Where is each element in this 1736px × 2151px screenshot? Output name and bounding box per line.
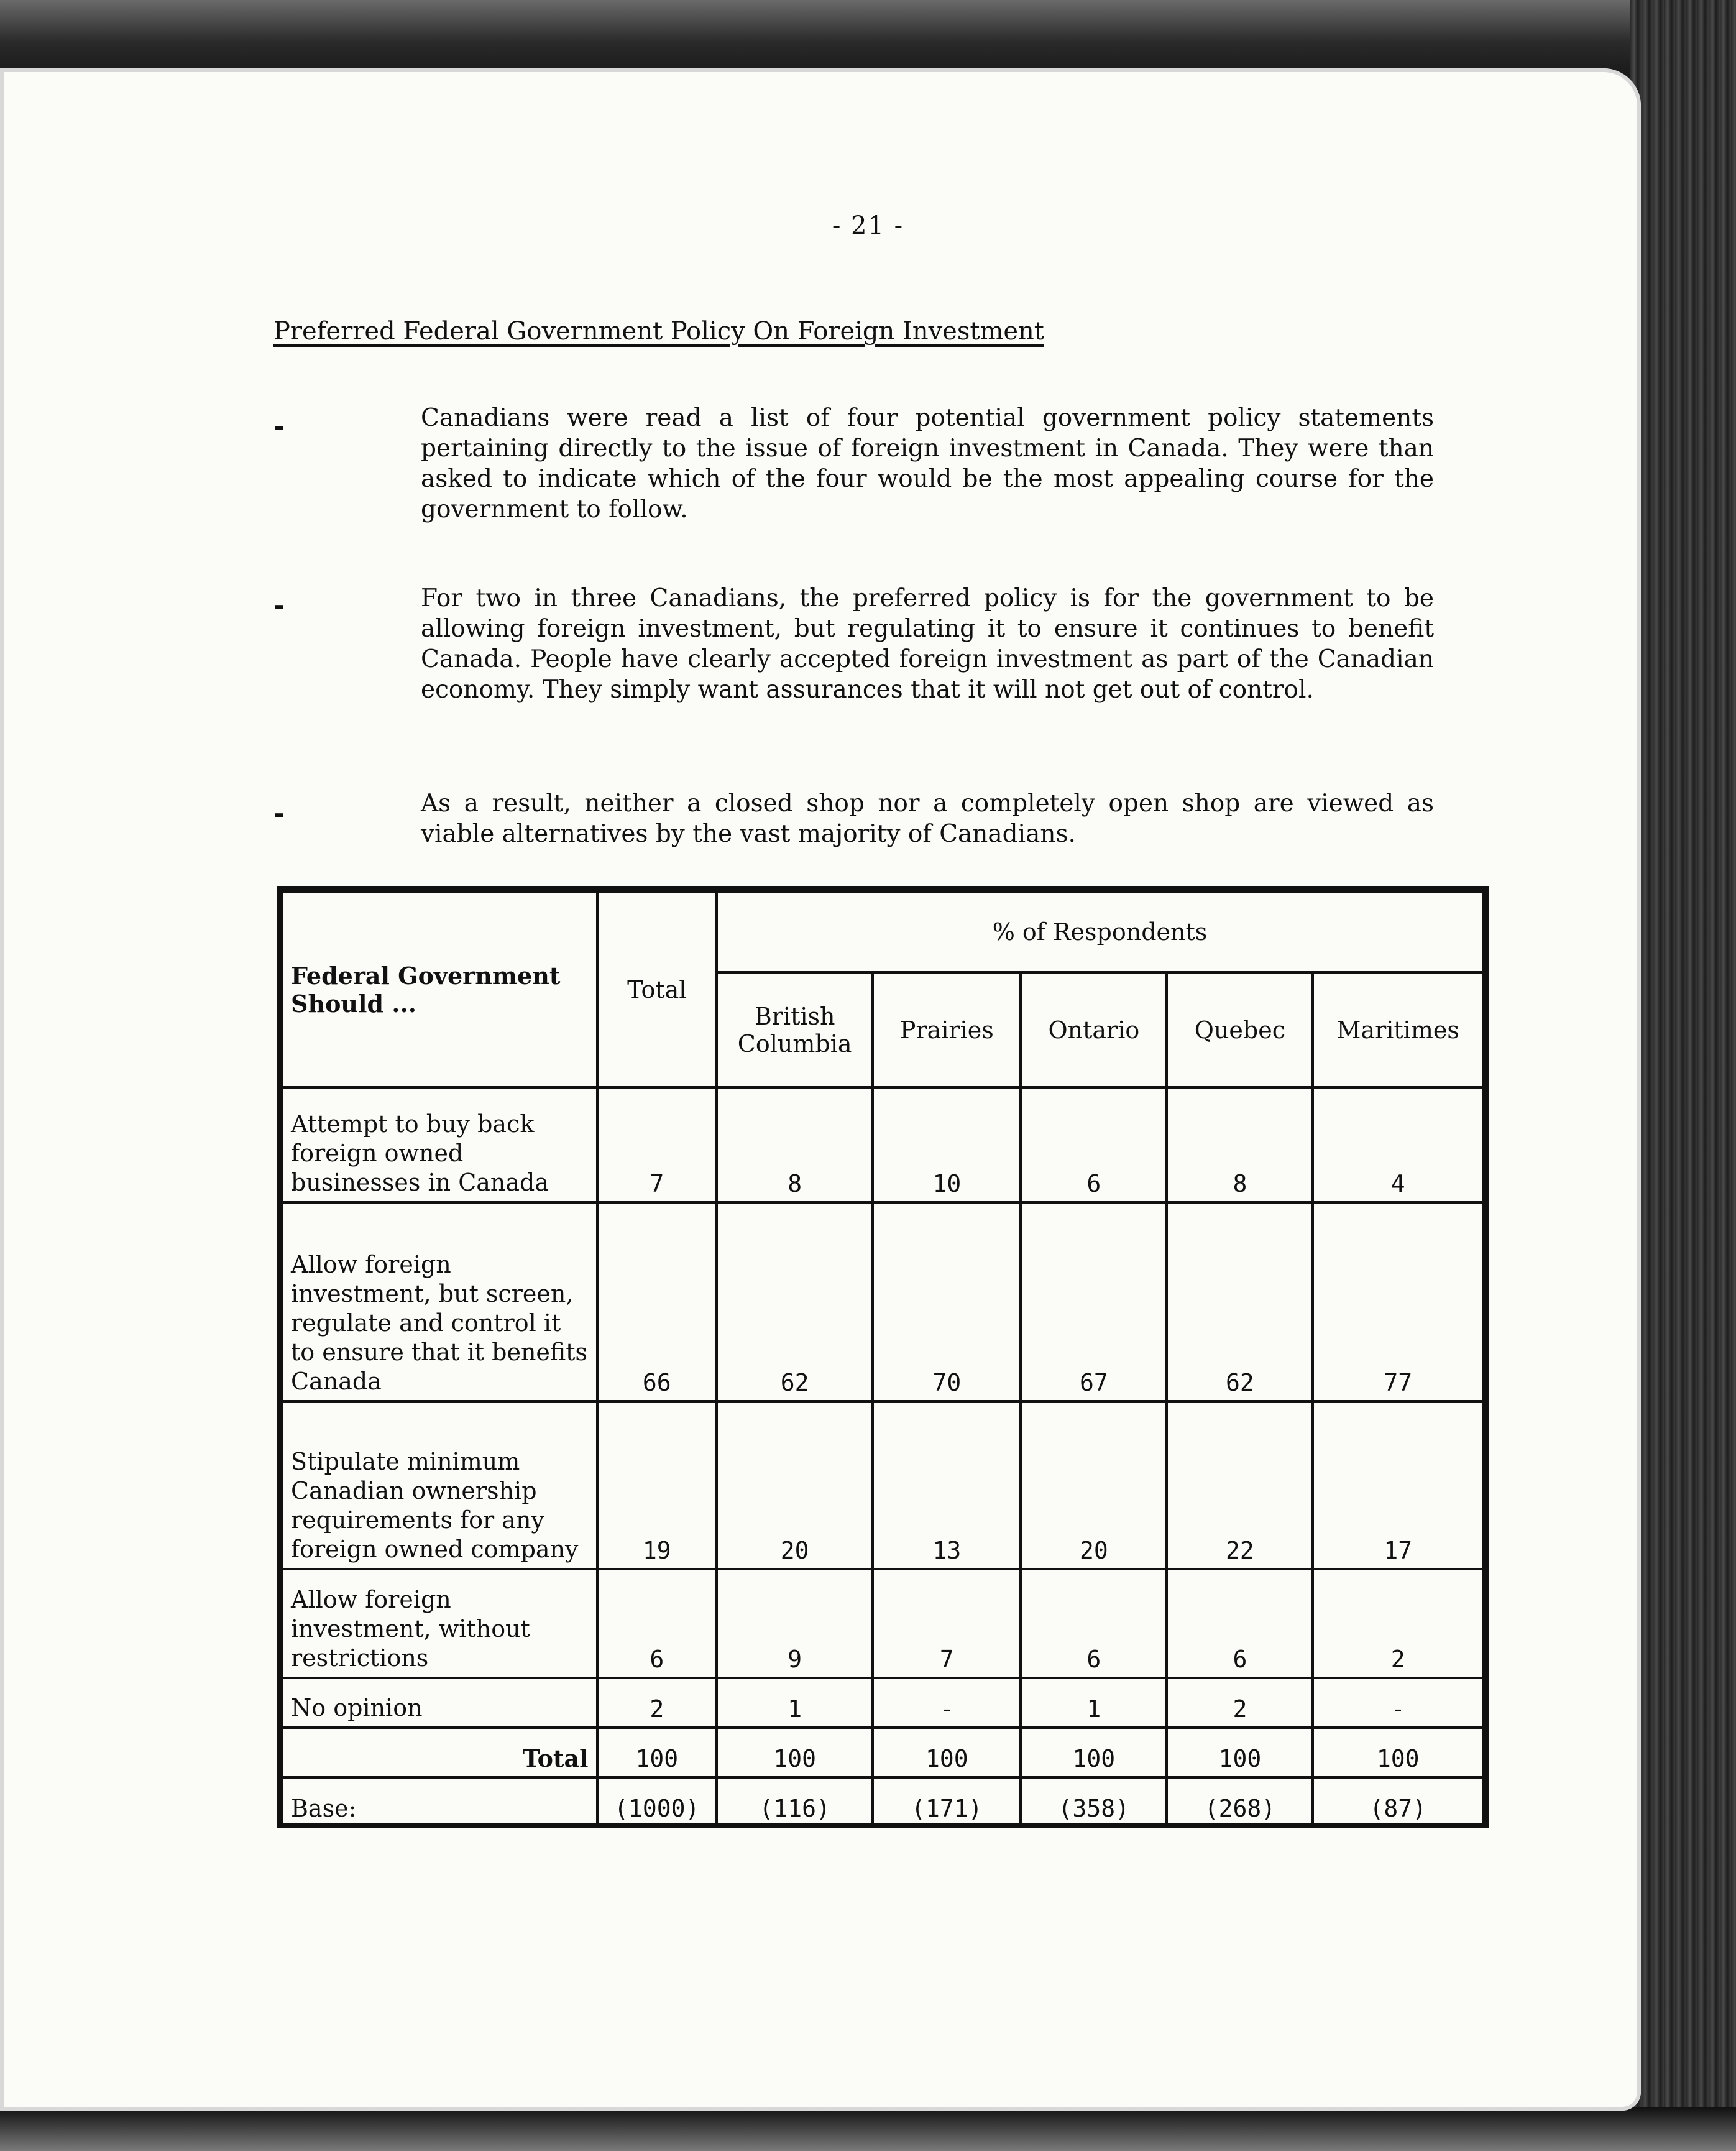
scan-frame-bottom [0, 2107, 1736, 2151]
row-label: Attempt to buy back foreign owned businesses in Canada [282, 1087, 597, 1202]
cell-value: - [873, 1678, 1021, 1728]
base-row-label: Base: [282, 1777, 597, 1827]
base-row [282, 1777, 1483, 1827]
base-value: (87) [1313, 1777, 1483, 1827]
cell-value: 10 [873, 1087, 1021, 1202]
cell-value: 1 [717, 1678, 873, 1728]
cell-value: 66 [597, 1202, 717, 1401]
cell-value: 2 [597, 1678, 717, 1728]
cell-value: 13 [873, 1401, 1021, 1569]
cell-value: 70 [873, 1202, 1021, 1401]
bullet-2: - [273, 589, 285, 621]
total-value: 100 [597, 1728, 717, 1777]
cell-value: 1 [1021, 1678, 1167, 1728]
table-row [282, 1202, 1483, 1401]
cell-value: 77 [1313, 1202, 1483, 1401]
region-header: British Columbia [717, 972, 873, 1087]
region-header: Quebec [1167, 972, 1313, 1087]
total-value: 100 [1313, 1728, 1483, 1777]
table-row [282, 1678, 1483, 1728]
total-value: 100 [1167, 1728, 1313, 1777]
cell-value: 2 [1167, 1678, 1313, 1728]
cell-value: 7 [597, 1087, 717, 1202]
cell-value: 6 [597, 1569, 717, 1678]
page-number: - 21 - [832, 211, 904, 240]
base-value: (358) [1021, 1777, 1167, 1827]
cell-value: 4 [1313, 1087, 1483, 1202]
row-label: No opinion [282, 1678, 597, 1728]
cell-value: 8 [717, 1087, 873, 1202]
table-row [282, 1569, 1483, 1678]
total-value: 100 [873, 1728, 1021, 1777]
cell-value: 67 [1021, 1202, 1167, 1401]
cell-value: 7 [873, 1569, 1021, 1678]
row-label: Stipulate minimum Canadian ownership requirements for any foreign owned company [282, 1401, 597, 1569]
section-title: Preferred Federal Government Policy On Foreign Investment [273, 317, 1044, 346]
total-value: 100 [717, 1728, 873, 1777]
cell-value: 20 [1021, 1401, 1167, 1569]
cell-value: 8 [1167, 1087, 1313, 1202]
total-row [282, 1728, 1483, 1777]
row-label: Allow foreign investment, but screen, regulate and control it to ensure that it benefits Canada [282, 1202, 597, 1401]
cell-value: 22 [1167, 1401, 1313, 1569]
scan-frame-right [1630, 0, 1736, 2151]
cell-value: 6 [1021, 1569, 1167, 1678]
base-value: (268) [1167, 1777, 1313, 1827]
cell-value: 6 [1167, 1569, 1313, 1678]
total-row-label: Total [282, 1728, 597, 1777]
results-table [277, 886, 1489, 1828]
cell-value: 19 [597, 1401, 717, 1569]
cell-value: 62 [717, 1202, 873, 1401]
region-header: Ontario [1021, 972, 1167, 1087]
row-header: Federal Government Should ... [282, 891, 597, 1087]
cell-value: 6 [1021, 1087, 1167, 1202]
cell-value: 62 [1167, 1202, 1313, 1401]
base-value: (116) [717, 1777, 873, 1827]
table-row [282, 1401, 1483, 1569]
base-value: (171) [873, 1777, 1021, 1827]
region-header: Prairies [873, 972, 1021, 1087]
cell-value: 20 [717, 1401, 873, 1569]
table-row [282, 1087, 1483, 1202]
cell-value: - [1313, 1678, 1483, 1728]
cell-value: 9 [717, 1569, 873, 1678]
total-header: Total [597, 891, 717, 1087]
paragraph-2: For two in three Canadians, the preferred policy is for the government to be allowing foreign investment, but regulating it to ensure it continues to benefit Canada. People have clearly accepted foreign investment as part of the Canadian economy. They simply want assurances that it will not get out of control. [421, 584, 1434, 704]
paragraph-1: Canadians were read a list of four potential government policy statements pertaining directly to the issue of foreign investment in Canada. They were than asked to indicate which of the four would be the most appealing course for the government to follow. [421, 404, 1434, 523]
paragraph-3: As a result, neither a closed shop nor a completely open shop are viewed as viable alternatives by the vast majority of Canadians. [421, 790, 1434, 848]
cell-value: 17 [1313, 1401, 1483, 1569]
region-header: Maritimes [1313, 972, 1483, 1087]
group-header: % of Respondents [717, 891, 1483, 972]
cell-value: 2 [1313, 1569, 1483, 1678]
base-value: (1000) [597, 1777, 717, 1827]
row-label: Allow foreign investment, without restrictions [282, 1569, 597, 1678]
bullet-1: - [273, 410, 285, 442]
total-value: 100 [1021, 1728, 1167, 1777]
bullet-3: - [273, 798, 285, 829]
